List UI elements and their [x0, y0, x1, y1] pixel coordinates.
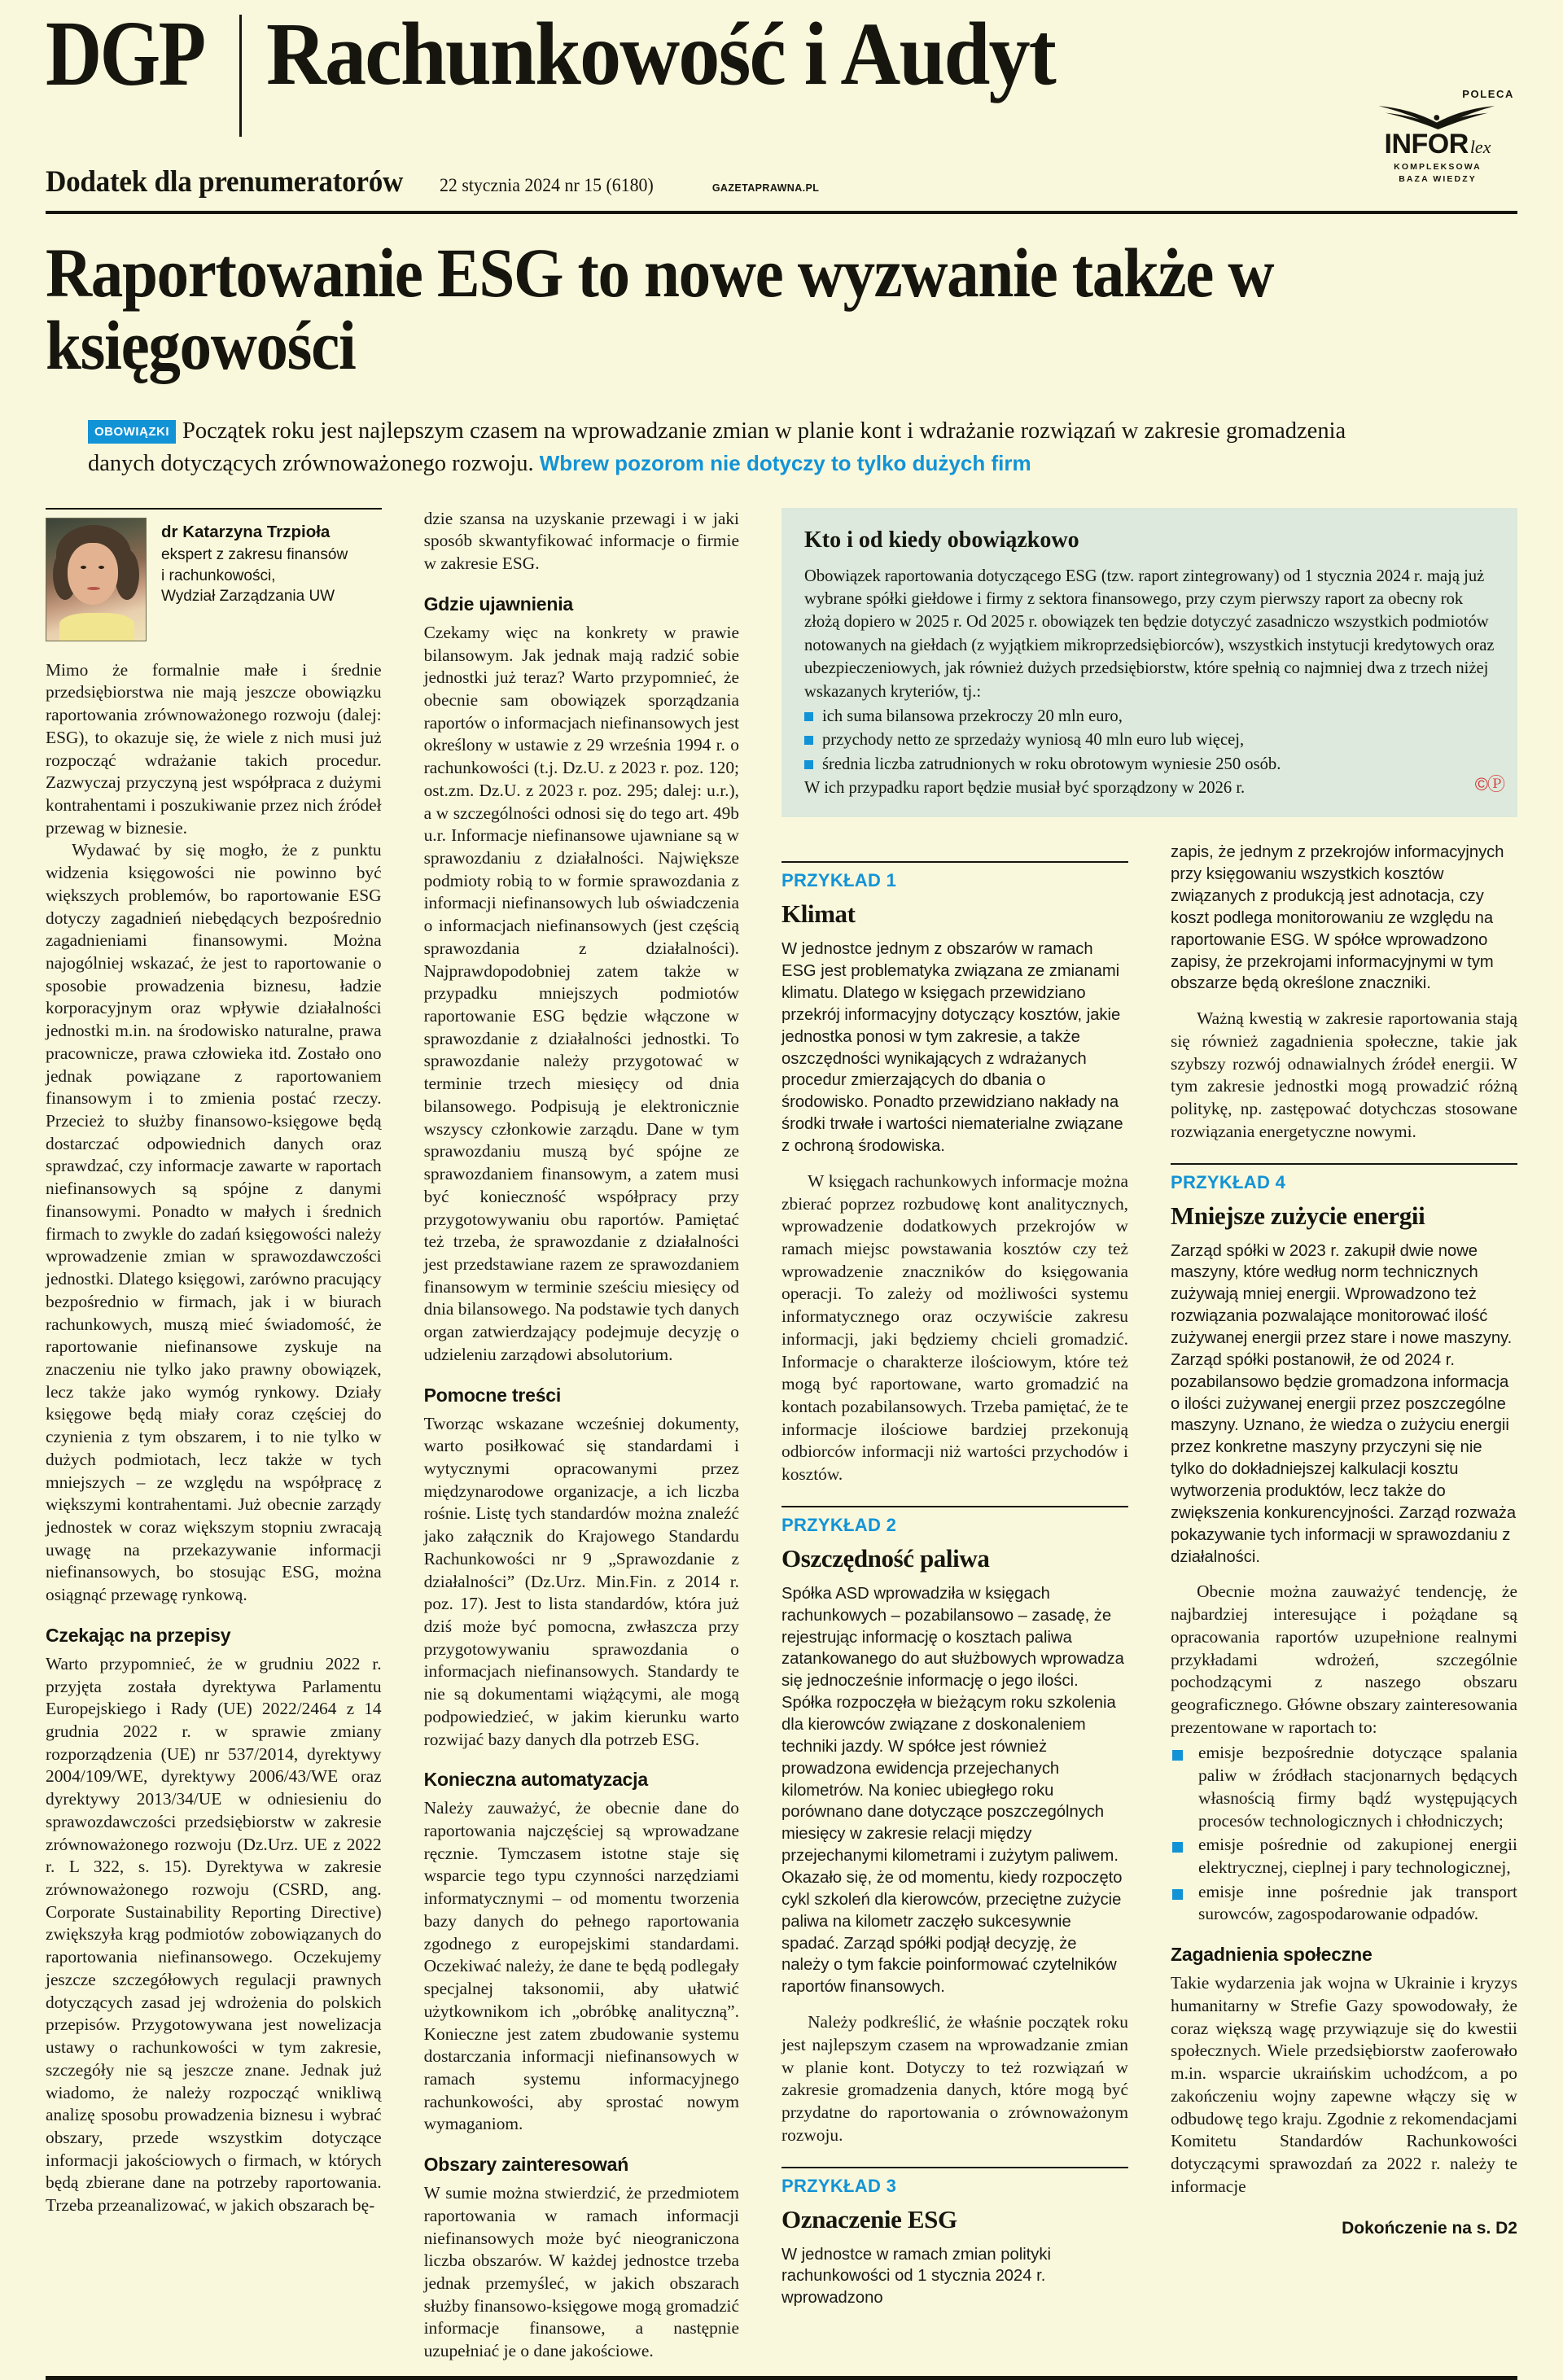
spacer	[1171, 995, 1517, 1008]
spacer	[1171, 1568, 1517, 1581]
lead-text: Początek roku jest najlepszym czasem na wprowadzanie zmian w planie kont i wdrażanie rozwiązań w zakresie gromadzenia danych dotyczących zrównoważonego rozwoju.	[88, 418, 1346, 476]
paragraph: Tworząc wskazane wcześniej dokumenty, warto posiłkować się standardami i wytycznymi opracowanymi przez międzynarodowe organizacje, a ich liczba rośnie. Listę tych standardów można znaleźć jako załącznik do Krajowego Standardu Rachunkowości nr 9 „Sprawozdanie z działalności” (Dz.Urz. Min.Fin. z 2014 r. poz. 17). Jest to lista standardów, która już dziś może być pomocna, zwłaszcza przy przygotowywaniu sprawozdania o informacjach niefinansowych. Standardy te nie są dokumentami wiążącymi, ale mogą podpowiedzieć, w jakim kierunku warto rozwijać bazy danych dla potrzeb ESG.	[423, 1413, 739, 1749]
section-heading-gdzie: Gdzie ujawnienia	[423, 593, 573, 615]
spacer	[782, 1157, 1128, 1170]
lower-columns	[782, 842, 1517, 2309]
subhead-row	[46, 164, 1517, 199]
example-divider	[782, 861, 1128, 863]
section-heading-zagadnienia: Zagadnienia społeczne	[1171, 1944, 1373, 1966]
paragraph: Ważną kwestią w zakresie raportowania stają się również zagadnienia społeczne, takie jak szybszy rozwój odnawialnych źródeł energii. W tym zakresie jednostki mogą prowadzić różną politykę, np. zastępować dotychczas stosowane rozwiązania energetyczne nowymi.	[1171, 1008, 1517, 1141]
paragraph: W księgach rachunkowych informacje można zbierać poprzez rozbudowę kont analitycznych, wprowadzenie dodatkowych przekrojów w ramach miejsc powstawania kosztów czy też wprowadzenie znaczników do księgowania operacji. To zależy od możliwości systemu informatycznego oraz oczywiście zakresu informacji, jaki będziemy chcieli gromadzić. Informacje o charakterze ilościowym, które też mogą być raportowane, warto gromadzić na kontach pozabilansowych. Trzeba pamiętać, że te informacje ilościowe bardziej przekonują odbiorców informacji niż wartości przychodów i kosztów.	[782, 1170, 1128, 1485]
page-title: Raportowanie ESG to nowe wyzwanie także w księgowości	[46, 234, 1274, 385]
list-item: emisje bezpośrednie dotyczące spalania paliw w źródłach stacjonarnych będących własnością firmy bądź występujących procesów technologicznych i chłodniczych;	[1171, 1742, 1517, 1832]
list-item: emisje inne pośrednie jak transport surowców, zagospodarowanie odpadów.	[1171, 1881, 1517, 1926]
paragraph: zapis, że jednym z przekrojów informacyjnych przy księgowaniu wszystkich kosztów związanych z produkcją jest adnotacja, czy koszt podlega monitorowaniu ze względu na raportowanie ESG. W spółce wprowadzono zapisy, że przekrojami informacyjnymi w tym obszarze będą określone znaczniki.	[1171, 843, 1504, 993]
infor-tagline	[1358, 161, 1517, 186]
infor-text: INFOR	[1384, 129, 1469, 160]
example-label-1: PRZYKŁAD 1	[782, 870, 897, 891]
continuation-note: Dokończenie na s. D2	[1342, 2219, 1517, 2238]
section-heading-konieczna: Konieczna automatyzacja	[423, 1769, 648, 1791]
example-body-1: W jednostce jednym z obszarów w ramach ESG jest problematyka związana ze zmianami klimatu. Dlatego w księgach przewidziano przekrój informacyjny dotyczący kosztów, jakie jednostka ponosi w tym zakresie, a także oszczędności wynikających z wdrażanych procedur zmierzających do dbania o środowisko. Ponadto przewidziano nakłady na środki trwałe i wartości niematerialne związane z ochroną środowiska.	[782, 940, 1123, 1155]
supplement-label: Dodatek dla prenumeratorów	[46, 165, 404, 199]
example-label-3: PRZYKŁAD 3	[782, 2175, 897, 2196]
paragraph: Obecnie można zauważyć tendencję, że najbardziej interesujące i pożądane są opracowania raportów uzupełnione realnymi przykładami wdrożeń, szczególnie pochodzącymi z naszego obszaru geograficznego. Główne obszary zainteresowania prezentowane w raportach to:	[1171, 1582, 1517, 1737]
example-title-3: Oznaczenie ESG	[782, 2204, 957, 2233]
list-item: średnia liczba zatrudnionych w roku obrotowym wyniesie 250 osób.	[804, 753, 1495, 777]
category-badge: OBOWIĄZKI	[88, 420, 176, 444]
masthead-divider	[239, 15, 242, 137]
avatar	[46, 518, 147, 641]
column-4	[1149, 842, 1517, 2309]
infor-wordmark	[1358, 130, 1517, 158]
paragraph: Wydawać by się mogło, że z punktu widzenia księgowości nie powinno być większych problemów, bo raportowanie ESG dotyczy zagadnień niebędących bezpośrednio zagadnieniami finansowymi. Można najogólniej wskazać, że jest to raportowanie o sposobie prowadzenia biznesu, ładzie korporacyjnym oraz wpływie działalności jednostki m.in. na środowisko naturalne, prawa pracownicze, prawa człowieka itd. Zostało ono jednak powiązane z raportowaniem finansowym i to zmienia postać rzeczy. Przecież to służby finansowo-księgowe będą dostarczać odpowiednich danych oraz sprawdzać, czy informacje zawarte w raportach niefinansowych są spójne z danymi finansowymi. Ponadto w małych i średnich firmach to zwykle do zadań księgowości należy wprowadzenie zmian w sprawozdawczości jednostki. Dlatego księgowi, zarówno pracujący bezpośrednio w firmach, jak i w biurach rachunkowych, muszą mieć świadomość, że raportowanie niefinansowe zyskuje na znaczeniu nie tylko jako prawny obowiązek, lecz także jako wymóg rynkowy. Działy księgowe będą miały coraz częściej do czynienia z tym obszarem, i to nie tylko w dużych podmiotach, lecz także w tych mniejszych – ze względu na współpracę z większymi kontrahentami. Już obecnie zarządy jednostek w coraz większym stopniu zwracają uwagę na przekazywanie informacji niefinansowych, bo stosując ESG, można osiągnąć przewagę rynkową.	[46, 840, 382, 1605]
column-3	[782, 842, 1149, 2309]
author-role-line1: ekspert z zakresu finansów	[161, 546, 348, 564]
column-1	[46, 508, 403, 2363]
paragraph: Należy zauważyć, że obecnie dane do raportowania najczęściej są wprowadzane ręcznie. Tymczasem istotne staje się wsparcie tego typu czynności narzędziami informatycznymi – od momentu tworzenia bazy danych do pełnego raportowania zgodnego z europejskimi standardami. Oczekiwać należy, że dane te będą podlegały specjalnej taksonomii, aby ułatwić użytkownikom ich „obróbkę analityczną”. Konieczne jest zatem zbudowanie systemu dostarczania informacji niefinansowych w ramach systemu informacyjnego rachunkowości, aby sprostać nowym wymaganiom.	[423, 1798, 739, 2134]
paragraph: Czekamy więc na konkrety w prawie bilansowym. Jak jednak mają radzić sobie jednostki już teraz? Warto przypomnieć, że obecnie sam obowiązek sporządzania raportów o informacjach niefinansowych jest określony w ustawie z 29 września 1994 r. o rachunkowości (t.j. Dz.U. z 2023 r. poz. 120; ost.zm. Dz.U. z 2023 r. poz. 295; dalej: u.r.), a w szczególności odnosi się do tego art. 49b u.r. Informacje niefinansowe ujawniane są w sprawozdaniu z działalności. Największe podmioty robią to w formie sprawozdania z informacji niefinansowych lub oświadczenia o informacjach niefinansowych (jest częścią sprawozdania z działalności). Najprawdopodobniej zatem także w przypadku mniejszych podmiotów raportowanie ESG będzie włączone w sprawozdanie z działalności jednostki. To sprawozdanie należy przygotować w terminie trzech miesięcy od dnia bilansowego. Podpisują je elektronicznie wszyscy członkowie zarządu. Dane w tym sprawozdaniu muszą być spójne ze sprawozdaniem finansowym, a zatem musi być konieczność współpracy przy przygotowywaniu obu raportów. Pamiętać też trzeba, że sprawozdanie z działalności jest przedstawiane razem ze sprawozdaniem finansowym w terminie sześciu miesięcy od dnia bilansowego. Na podstawie tych danych organ zatwierdzający podejmuje decyzję o udzieleniu zarządowi absolutorium.	[423, 622, 739, 1364]
infor-book-icon	[1376, 102, 1500, 129]
list-item: emisje pośrednie od zakupionej energii elektrycznej, cieplnej i pary technologicznej,	[1171, 1834, 1517, 1879]
spacer	[782, 1998, 1128, 2011]
poleca-label: POLECA	[1462, 88, 1514, 100]
example-title-1: Klimat	[782, 899, 856, 929]
article-body	[46, 508, 1517, 2363]
author	[46, 510, 382, 641]
info-box	[782, 508, 1517, 818]
example-body-4: Zarząd spółki w 2023 r. zakupił dwie nowe maszyny, które według norm technicznych zużywają mniej energii. Wprowadzono też rozwiązania pozwalające monitorować ilość zużywanej energii przez stare i nowe maszyny. Zarząd spółki postanowił, że od 2024 r. pozabilansowo będzie gromadzona informacja o ilości zużywanej energii przez poszczególne maszyny. Uznano, że wiedza o zużyciu energii przez konkretne maszyny przyczyni się nie tylko do dokładniejszej kalkulacji kosztu wytworzenia produktów, lecz także do zwiększenia konkurencyjności. Zarząd rozważa pokazywanie tych informacji w sprawozdaniu z działalności.	[1171, 1241, 1517, 1566]
paragraph: Takie wydarzenia jak wojna w Ukrainie i kryzys humanitarny w Strefie Gazy spowodowały, że coraz większą wagę przywiązuje się do kwestii społecznych. Wiele przedsiębiorstw zaoferowało m.in. wsparcie ukraińskim uchodźcom, a po zakończeniu wojny zapewne włączy się w odbudowę tego kraju. Zgodnie z rekomendacjami Komitetu Standardów Rachunkowości dotyczącymi sprawozdań za 2022 r. należy te informacje	[1171, 1973, 1517, 2196]
info-box-intro: Obowiązek raportowania dotyczącego ESG (tzw. raport zintegrowany) od 1 stycznia 2024 r. mają już wybrane spółki giełdowe i firmy z sektora finansowego, przy czym pierwszy raport za obecny rok złożą dopiero w 2025 r. Od 2025 r. obowiązek ten będzie dotyczyć zasadniczo wszystkich podmiotów notowanych na giełdach (z wyjątkiem mikroprzedsiębiorców), wszystkich instytucji kredytowych oraz ubezpieczeniowych, jak również dużych przedsiębiorstw, które spełnią co najmniej dwa z trzech niżej wskazanych kryteriów, tj.:	[804, 567, 1495, 701]
example-body-3: W jednostce w ramach zmian polityki rachunkowości od 1 stycznia 2024 r. wprowadzono	[782, 2245, 1051, 2308]
info-box-title: Kto i od kiedy obowiązkowo	[804, 527, 1079, 553]
author-block	[46, 508, 382, 641]
emissions-list	[1171, 1742, 1517, 1926]
info-box-outro: W ich przypadku raport będzie musiał być sporządzony w 2026 r.	[804, 778, 1246, 797]
section-heading-czekajac: Czekając na przepisy	[46, 1624, 231, 1646]
supplement-title: Rachunkowość i Audyt	[265, 4, 1055, 103]
author-details	[161, 518, 348, 641]
paragraph: dzie szansa na uzyskanie przewagi i w jaki sposób skwantyfikować informacje o firmie w zakresie ESG.	[423, 508, 739, 574]
infor-lex-text: lex	[1469, 137, 1491, 157]
paragraph: Warto przypomnieć, że w grudniu 2022 r. przyjęta została dyrektywa Parlamentu Europejskiego i Rady (UE) 2022/2464 z 14 grudnia 2022 r. w sprawie zmiany rozporządzenia (UE) nr 537/2014, dyrektywy 2004/109/WE, dyrektywy 2006/43/WE oraz dyrektywy 2013/34/UE w odniesieniu do sprawozdawczości przedsiębiorstw w zakresie zrównoważonego rozwoju (Dz.Urz. UE z 2022 r. L 322, s. 15). Dyrektywa w zakresie zrównoważonego rozwoju (CSRD, ang. Corporate Sustainability Reporting Directive) zwiększyła krąg podmiotów zobowiązanych do raportowania niefinansowego. Oczekujemy jeszcze szczegółowych regulacji prawnych dotyczących zasad jej wdrożenia do polskich przepisów. Przygotowywana jest nowelizacja ustawy o rachunkowości w tym zakresie, szczegóły nie są jeszcze znane. Jednak już wiadomo, że należy rozpocząć wnikliwą analizę sposobu prowadzenia biznesu i wybrać obszary, przede wszystkim dotyczące informacji jakościowych o firmach, w których będą zbierane dane na potrzeby raportowania. Trzeba przeanalizować, w jakich obszarach bę-	[46, 1653, 382, 2216]
infor-tagline-line1: KOMPLEKSOWA	[1394, 162, 1482, 172]
columns-3-4-wrapper	[760, 508, 1517, 2363]
paragraph: Należy podkreślić, że właśnie początek roku jest najlepszym czasem na wprowadzanie zmian w planie kont. Dotyczy to też rozwiązań w zakresie gromadzenia danych, które mogą być przydatne do raportowania o zrównoważonym rozwoju.	[782, 2012, 1128, 2145]
example-label-4: PRZYKŁAD 4	[1171, 1171, 1286, 1192]
author-role-line3: Wydział Zarządzania UW	[161, 588, 335, 606]
copyright-icon: ©Ⓟ	[1474, 774, 1504, 795]
example-title-2: Oszczędność paliwa	[782, 1543, 990, 1573]
page-bottom-rule	[46, 2376, 1517, 2380]
avatar-face	[68, 543, 118, 605]
example-title-4: Mniejsze zużycie energii	[1171, 1201, 1425, 1230]
author-name: dr Katarzyna Trzpioła	[161, 522, 331, 541]
avatar-eye-right	[99, 566, 104, 569]
list-item: ich suma bilansowa przekroczy 20 mln euro,	[804, 705, 1495, 728]
list-item: przychody netto ze sprzedaży wyniosą 40 mln euro lub więcej,	[804, 728, 1495, 752]
masthead-row	[46, 0, 1517, 137]
lead-highlight: Wbrew pozorom nie dotyczy to tylko dużych firm	[539, 450, 1031, 475]
info-box-criteria-list	[804, 705, 1495, 777]
website-label: GAZETAPRAWNA.PL	[711, 182, 820, 194]
issue-info: 22 stycznia 2024 nr 15 (6180)	[440, 175, 654, 195]
example-divider	[1171, 1163, 1517, 1165]
section-heading-obszary: Obszary zainteresowań	[423, 2154, 629, 2176]
avatar-eye-left	[81, 566, 86, 569]
paragraph: Mimo że formalnie małe i średnie przedsiębiorstwa nie mają jeszcze obowiązku raportowania zrównoważonego rozwoju (dalej: ESG), to okazuje się, że wiele z nich musi już rozpocząć wdrażanie takich procedur. Zazwyczaj przyczyną jest współpraca z dużymi kontrahentami i poszukiwanie przez nich źródeł przewag w biznesie.	[46, 659, 382, 838]
example-label-2: PRZYKŁAD 2	[782, 1514, 897, 1535]
avatar-shirt	[59, 613, 134, 641]
section-heading-pomocne: Pomocne treści	[423, 1384, 562, 1406]
avatar-mouth	[87, 587, 100, 590]
brand-logo-dgp: DGP	[46, 2, 204, 105]
example-body-2: Spółka ASD wprowadziła w księgach rachunkowych – pozabilansowo – zasadę, że rejestrując informację o kosztach paliwa zatankowanego do aut służbowych wprowadza się jednocześnie informację o jego ilości. Spółka rozpoczęła w bieżącym roku szkolenia dla kierowców związane z doskonaleniem techniki jazdy. W spółce jest również prowadzona ewidencja przejechanych kilometrów. Na koniec ubiegłego roku porównano dane dotyczące poszczególnych miesięcy w zakresie relacji między przejechanymi kilometrami i zużytym paliwem. Okazało się, że od momentu, kiedy rozpoczęto cykl szkoleń dla kierowców, przeciętne zużycie paliwa na kilometr zaczęło sukcesywnie spadać. Zarząd spółki podjął decyzję, że należy o tym fakcie poinformować czytelników raportów finansowych.	[782, 1584, 1124, 1997]
avatar-hair-right	[115, 549, 139, 600]
example-divider	[782, 1506, 1128, 1507]
infor-logo-block	[1358, 88, 1517, 186]
infor-tagline-line2: BAZA WIEDZY	[1399, 174, 1477, 185]
lead-paragraph	[88, 415, 1358, 480]
paragraph: W sumie można stwierdzić, że przedmiotem raportowania w ramach informacji niefinansowych może być nieograniczona liczba obszarów. W każdej jednostce trzeba jednak przemyśleć, w jakich obszarach służby finansowo-księgowe mogą gromadzić informacje finansowe, a następnie uzupełniać je o dane jakościowe.	[423, 2183, 739, 2361]
example-divider	[782, 2167, 1128, 2168]
column-2	[403, 508, 760, 2363]
author-role-line2: i rachunkowości,	[161, 567, 276, 584]
masthead-bottom-rule	[46, 211, 1517, 214]
